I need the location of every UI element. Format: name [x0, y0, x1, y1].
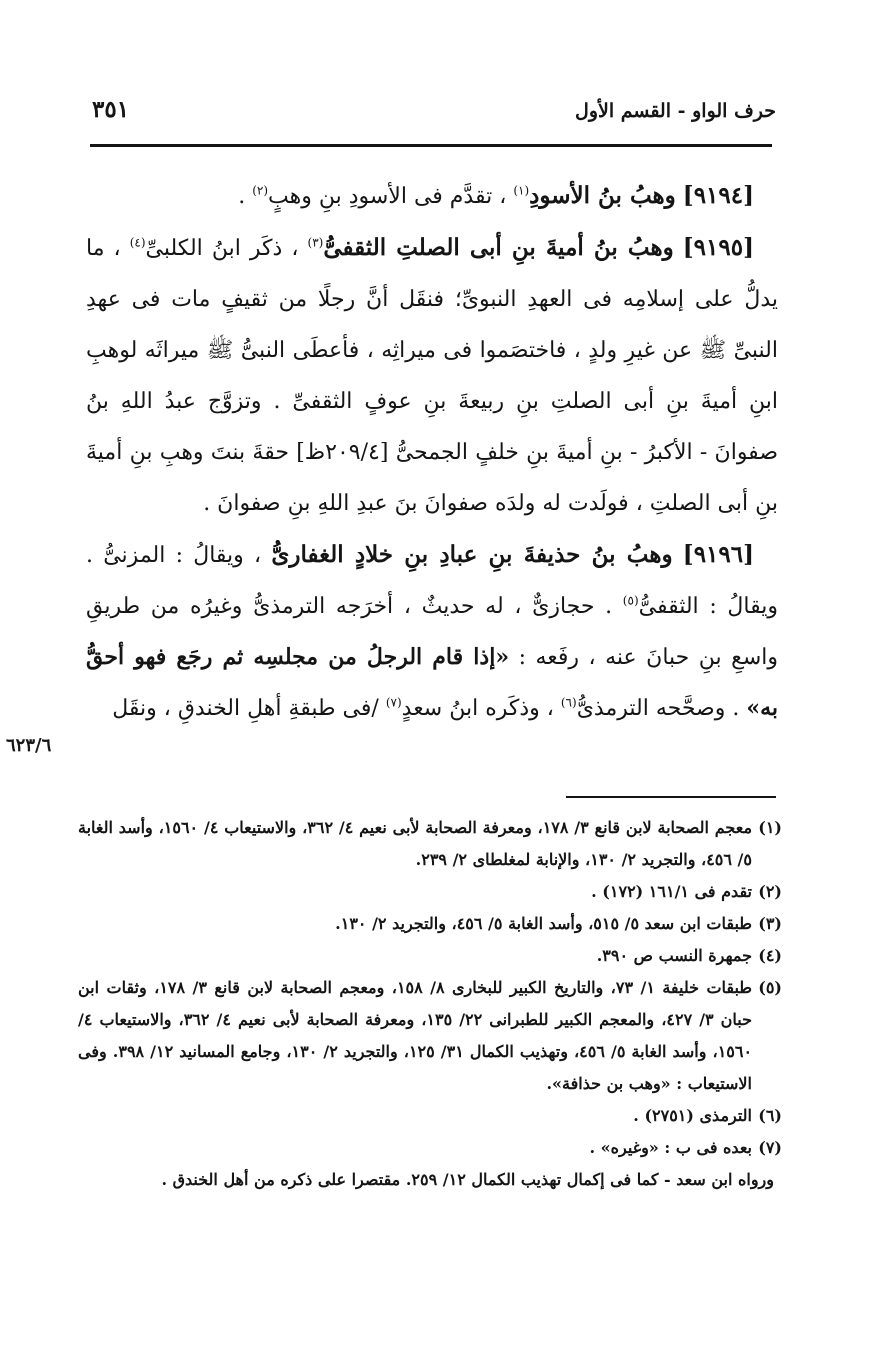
footnote: [78, 940, 782, 972]
header-rule: [90, 144, 772, 147]
entry-name: وهبُ بنُ أميةَ بنِ أبى الصلتِ الثقفىُّ: [323, 234, 674, 261]
main-text: [86, 170, 778, 734]
entry-text: ، ذكَر ابنُ الكلبىِّ: [145, 236, 299, 261]
footnote-number: (٤): [758, 946, 782, 965]
entry-9196: [86, 529, 778, 734]
footnote: [78, 972, 782, 1100]
footnotes: [78, 812, 782, 1196]
footnote: [78, 1100, 782, 1132]
hadith-quote: «إذا قام الرجلُ من مجلسِه ثم رجَع فهو أحقُّ به»: [86, 644, 778, 721]
entry-text: ، تقدَّم فى الأسودِ بنِ وهبٍ: [268, 184, 507, 209]
chapter-title: حرف الواو - القسم الأول: [575, 100, 776, 122]
page-number: ٣٥١: [92, 96, 130, 123]
footnote: [78, 876, 782, 908]
entry-text: . وصحَّحه الترمذىُّ: [576, 696, 740, 721]
footnote-text: جمهرة النسب ص ٣٩٠.: [596, 946, 752, 965]
entry-text: . حجازىٌّ ، له حديثٌ ، أخرَجه الترمذىُّ وغيرُه من طريقِ واسعِ بنِ حبانَ عنه ، رفَعه :: [86, 594, 778, 670]
footnote-text: طبقات ابن سعد ٥/ ٥١٥، وأسد الغابة ٥/ ٤٥٦، والتجريد ٢/ ١٣٠.: [335, 914, 752, 933]
footnote-text: بعده فى ب : «وغيره» .: [589, 1138, 752, 1157]
footnote-ref[interactable]: (٣): [307, 235, 324, 250]
margin-page-label: ٦٢٣/٦: [6, 735, 52, 756]
entry-number: [٩١٩٤]: [682, 182, 754, 209]
footnote-ref[interactable]: (٦): [560, 695, 577, 710]
footnote: [78, 812, 782, 876]
entry-text: .: [238, 184, 246, 209]
footnote-number: (٥): [758, 978, 782, 997]
footnote-ref[interactable]: (٥): [622, 593, 639, 608]
entry-number: [٩١٩٦]: [682, 541, 754, 568]
entry-number: [٩١٩٥]: [682, 234, 754, 261]
footnote-text: طبقات خليفة ١/ ٧٣، والتاريخ الكبير للبخارى ٨/ ١٥٨، ومعجم الصحابة لابن قانع ٣/ ١٧٨، وثقات ابن حبان ٣/ ٤٢٧، والمعجم الكبير للطبرانى ٢٢/ ١٣٥، ومعرفة الصحابة لأبى نعيم ٤/ ٣٦٢، والاستيعاب ٤/ ١٥٦٠، وأسد الغابة ٥/ ٤٥٦، وتهذيب الكمال ٣١/ ١٢٥، والتجريد ٢/ ١٣٠، وجامع المسانيد ١٢/ ٣٩٨. وفى الاستيعاب : «وهب بن حذافة».: [78, 978, 753, 1093]
entry-text: ، وذكَره ابنُ سعدٍ: [401, 696, 554, 721]
running-header: [88, 96, 776, 136]
footnote-number: (٧): [758, 1138, 782, 1157]
entry-name: وهبُ بنُ حذيفةَ بنِ عبادِ بنِ خلادٍ الغفارىُّ: [271, 541, 673, 568]
footnote-text: تقدم فى ١٦١/١ (١٧٢) .: [591, 882, 752, 901]
footnote-rule: [566, 796, 776, 798]
footnote-text: الترمذى (٢٧٥١) .: [633, 1106, 752, 1125]
footnote-text: معجم الصحابة لابن قانع ٣/ ١٧٨، ومعرفة الصحابة لأبى نعيم ٤/ ٣٦٢، والاستيعاب ٤/ ١٥٦٠، وأسد الغابة ٥/ ٤٥٦، والتجريد ٢/ ١٣٠، والإنابة لمغلطاى ٢/ ٢٣٩.: [78, 818, 753, 869]
entry-text: /فى طبقةِ أهلِ الخندقِ ، ونقَل: [112, 696, 379, 721]
footnote-number: (٣): [758, 914, 782, 933]
footnote-ref[interactable]: (٢): [252, 183, 269, 198]
footnote-continuation: [78, 1164, 782, 1196]
footnote-ref[interactable]: (٤): [129, 235, 146, 250]
entry-9195: [86, 222, 778, 529]
footnote-text: ورواه ابن سعد - كما فى إكمال تهذيب الكمال ١٢/ ٢٥٩. مقتصرا على ذكره من أهل الخندق .: [161, 1170, 774, 1189]
entry-name: وهبُ بنُ الأسودِ: [529, 182, 676, 209]
footnote-number: (١): [758, 818, 782, 837]
footnote-number: (٦): [758, 1106, 782, 1125]
entry-9194: [86, 170, 778, 222]
footnote-ref[interactable]: (٧): [385, 695, 402, 710]
entry-text: ، ما يدلُّ على إسلامِه فى العهدِ النبوىِّ؛ فنقَل أنَّ رجلًا من ثقيفٍ مات فى عهدِ النبىِّ ﷺ عن غيرِ ولدٍ ، فاختصَموا فى ميراثِه ، فأعطَى النبىُّ ﷺ ميراثَه لوهبِ ابنِ أميةَ بنِ أبى الصلتِ بنِ ربيعةَ بنِ عوفٍ الثقفىِّ . وتزوَّج عبدُ اللهِ بنُ صفوانَ - الأكبرُ - بنِ أميةَ بنِ خلفٍ الجمحىُّ [٢٠٩/٤ظ] حقةَ بنتَ وهبِ بنِ أميةَ بنِ أبى الصلتِ ، فولَدت له ولدَه صفوانَ بنَ عبدِ اللهِ بنِ صفوانَ .: [86, 236, 778, 516]
footnote-number: (٢): [758, 882, 782, 901]
footnote: [78, 1132, 782, 1164]
footnote: [78, 908, 782, 940]
entry-text: ، ويقالُ : المزنىُّ . ويقالُ : الثقفىُّ: [86, 543, 778, 619]
footnote-ref[interactable]: (١): [513, 183, 530, 198]
